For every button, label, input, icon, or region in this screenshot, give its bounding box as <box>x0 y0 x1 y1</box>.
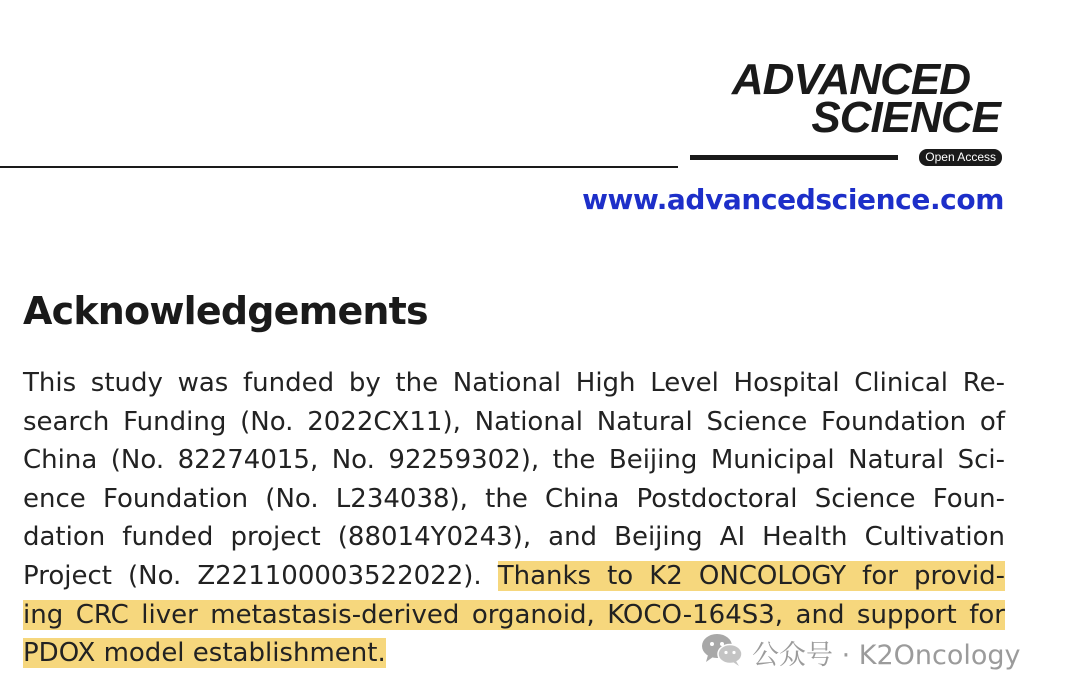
journal-url-link[interactable]: www.advancedscience.com <box>582 183 1004 216</box>
paragraph-line: ence Foundation (No. L234038), the China Postdoctoral Science Foun- <box>23 483 1005 514</box>
logo-bar <box>690 155 898 160</box>
highlighted-text: ing CRC liver metastasis-derived organoid, KOCO-164S3, and support for <box>23 599 1005 630</box>
logo-line-science: SCIENCE <box>811 93 1000 142</box>
highlighted-line <box>23 596 1005 635</box>
watermark-label: 公众号 · K2Oncology <box>752 639 1021 671</box>
paragraph-line: This study was funded by the National High Level Hospital Clinical Re- <box>23 368 1005 398</box>
wechat-watermark <box>700 632 1021 672</box>
journal-logo <box>690 55 1002 170</box>
highlighted-text: PDOX model establishment. <box>23 638 386 669</box>
paragraph-line: China (No. 82274015, No. 92259302), the Beijing Municipal Natural Sci- <box>23 445 1005 476</box>
section-heading: Acknowledgements <box>23 289 428 333</box>
acknowledgements-paragraph <box>23 364 1005 673</box>
paragraph-line-text: Project (No. Z221100003522022). <box>23 560 498 591</box>
logo-line-advanced: ADVANCED <box>731 55 970 104</box>
highlighted-text: Thanks to K2 ONCOLOGY for provid- <box>497 560 1005 591</box>
wechat-icon <box>700 631 744 674</box>
paragraph-line-mixed <box>23 557 1005 596</box>
header-rule <box>0 166 678 168</box>
open-access-badge: Open Access <box>919 149 1002 166</box>
paragraph-line: search Funding (No. 2022CX11), National Natural Science Foundation of <box>23 406 1005 437</box>
paragraph-line: dation funded project (88014Y0243), and Beijing AI Health Cultivation <box>23 522 1005 553</box>
